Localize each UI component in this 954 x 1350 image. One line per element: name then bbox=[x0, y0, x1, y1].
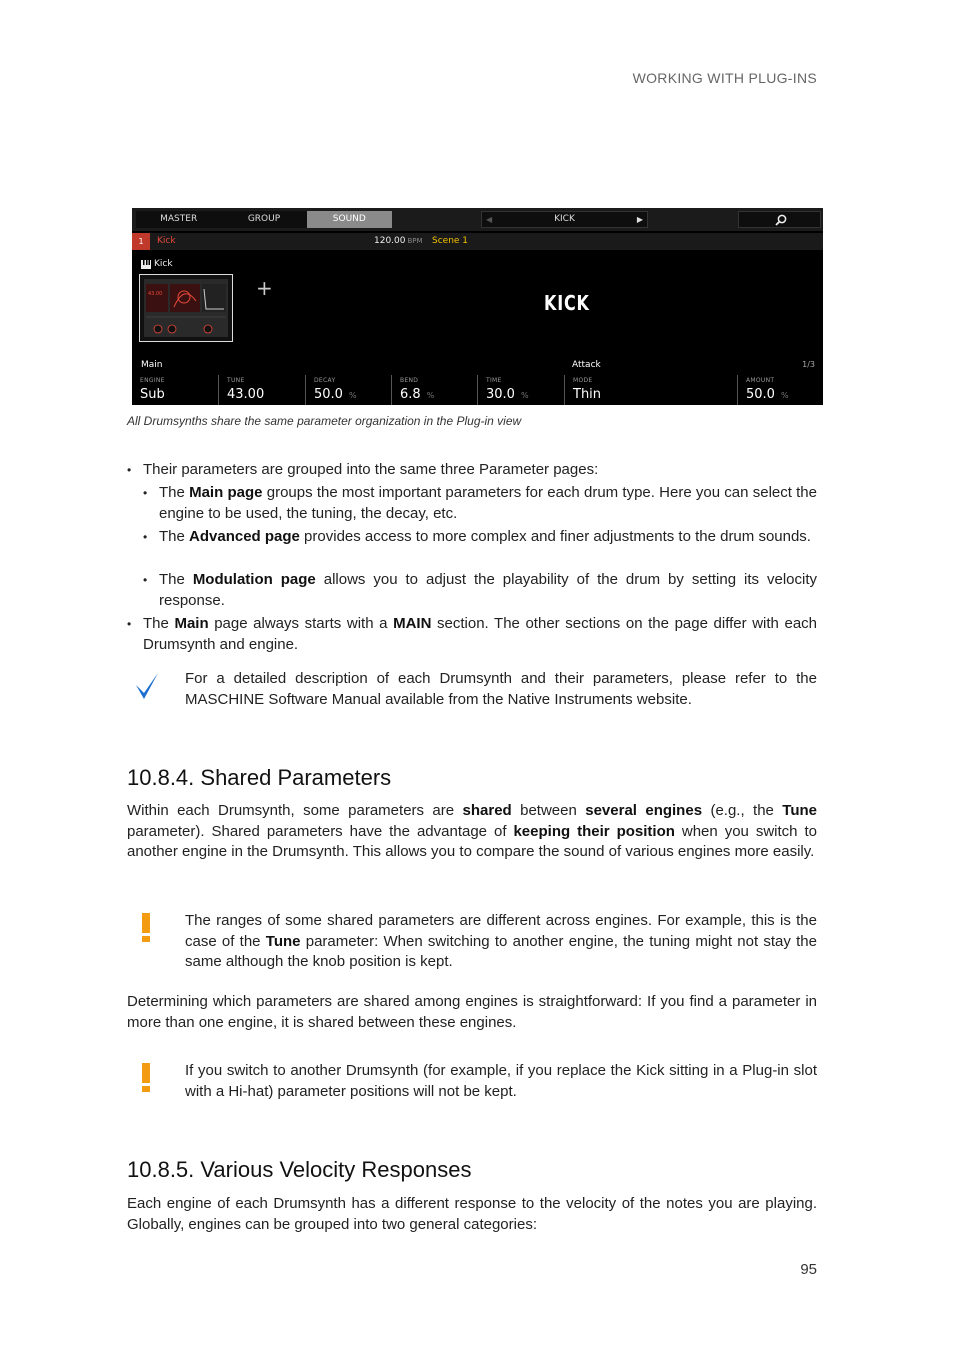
param-tune[interactable] bbox=[218, 375, 305, 405]
param-label: TUNE bbox=[227, 377, 245, 384]
plugin-name: Kick bbox=[154, 259, 173, 269]
plugin-view-screenshot bbox=[132, 208, 823, 405]
bullet: • bbox=[127, 463, 132, 477]
warning-icon bbox=[140, 1063, 152, 1093]
preset-name: KICK bbox=[554, 214, 575, 224]
slot-name[interactable]: Kick bbox=[157, 236, 176, 246]
list-item: The Main page always starts with a MAIN section. The other sections on the page differ with each Drumsynth and engine. bbox=[143, 615, 818, 653]
list-item: The Modulation page allows you to adjust the playability of the drum by setting its velocity response. bbox=[159, 571, 817, 609]
preset-selector[interactable] bbox=[481, 211, 648, 228]
page-number: 95 bbox=[800, 1261, 817, 1278]
param-label: BEND bbox=[400, 377, 419, 384]
plugin-header bbox=[141, 259, 173, 269]
tab-group bbox=[136, 211, 392, 228]
param-label: ENGINE bbox=[140, 377, 165, 384]
section-heading: 10.8.4. Shared Parameters bbox=[127, 765, 392, 790]
bullet: • bbox=[143, 486, 148, 500]
plugin-thumbnail[interactable] bbox=[139, 274, 233, 342]
param-value: 50.0 % bbox=[746, 387, 789, 402]
running-header: WORKING WITH PLUG-INS bbox=[632, 70, 817, 86]
piano-icon bbox=[141, 260, 151, 269]
figure-caption: All Drumsynths share the same parameter organization in the Plug-in view bbox=[127, 414, 522, 428]
param-value: Sub bbox=[140, 387, 165, 402]
search-button[interactable] bbox=[738, 211, 821, 228]
warning-icon bbox=[140, 913, 152, 943]
tab-sound[interactable]: SOUND bbox=[307, 211, 392, 228]
param-time[interactable] bbox=[477, 375, 564, 405]
bullet: • bbox=[143, 573, 148, 587]
param-amount[interactable] bbox=[737, 375, 823, 405]
section-main-label: Main bbox=[141, 360, 163, 370]
param-mode[interactable] bbox=[564, 375, 737, 405]
section-heading: 10.8.5. Various Velocity Responses bbox=[127, 1157, 472, 1182]
paragraph: Determining which parameters are shared among engines is straightforward: If you find a parameter in more than one engine, it is shared between these engines. bbox=[127, 993, 817, 1031]
plugin-title: KICK bbox=[544, 291, 590, 315]
param-label: TIME bbox=[486, 377, 502, 384]
note-text: For a detailed description of each Drumsynth and their parameters, please refer to the MASCHINE Software Manual available from the Native Instruments website. bbox=[185, 670, 817, 708]
top-bar bbox=[132, 208, 823, 231]
tab-master[interactable]: MASTER bbox=[160, 214, 198, 224]
checkmark-icon bbox=[134, 671, 160, 701]
tempo-display bbox=[374, 233, 423, 250]
tempo-value: 120.00 bbox=[374, 236, 406, 246]
param-bend[interactable] bbox=[391, 375, 478, 405]
param-value: 50.0 % bbox=[314, 387, 357, 402]
param-label: AMOUNT bbox=[746, 377, 775, 384]
list-item: The Advanced page provides access to more complex and finer adjustments to the drum sounds. bbox=[159, 528, 811, 545]
prev-arrow-icon[interactable]: ◀ bbox=[486, 215, 493, 224]
plugin-thumbnail-image bbox=[144, 279, 228, 337]
param-value: 6.8 % bbox=[400, 387, 435, 402]
list-item: Their parameters are grouped into the same three Parameter pages: bbox=[143, 461, 599, 478]
warning-text: The ranges of some shared parameters are different across engines. For example, this is the case of the Tune parameter: When switching to another engine, the tuning might not stay the same although the knob position is kept. bbox=[185, 912, 817, 970]
search-icon bbox=[775, 214, 787, 226]
tab-group-tab[interactable]: GROUP bbox=[247, 214, 281, 224]
param-value: 30.0 % bbox=[486, 387, 529, 402]
param-value: Thin bbox=[573, 387, 602, 402]
scene-name[interactable]: Scene 1 bbox=[432, 236, 469, 246]
warning-text: If you switch to another Drumsynth (for example, if you replace the Kick sitting in a Plug-in slot with a Hi-hat) parameter positions will not be kept. bbox=[185, 1062, 817, 1100]
info-bar bbox=[132, 233, 823, 250]
param-label: DECAY bbox=[314, 377, 336, 384]
section-attack-label: Attack bbox=[572, 360, 601, 370]
add-plugin-icon[interactable]: + bbox=[256, 276, 273, 300]
next-arrow-icon[interactable]: ▶ bbox=[636, 215, 643, 224]
param-label: MODE bbox=[573, 377, 593, 384]
parameter-page-count: 1/3 bbox=[802, 360, 815, 369]
bullet: • bbox=[143, 530, 148, 544]
bullet: • bbox=[127, 617, 132, 631]
param-value: 43.00 bbox=[227, 387, 265, 402]
param-engine[interactable] bbox=[132, 375, 218, 405]
thumb-value: 43.00 bbox=[148, 291, 163, 297]
list-item: The Main page groups the most important parameters for each drum type. Here you can select the engine to be used, the tuning, the decay, etc. bbox=[159, 484, 817, 522]
paragraph: Each engine of each Drumsynth has a different response to the velocity of the notes you are playing. Globally, engines can be grouped into two general categories: bbox=[127, 1195, 817, 1233]
slot-number: 1 bbox=[132, 233, 150, 250]
param-decay[interactable] bbox=[305, 375, 392, 405]
tempo-unit: BPM bbox=[407, 237, 423, 245]
paragraph: Within each Drumsynth, some parameters are shared between several engines (e.g., the Tune parameter). Shared parameters have the advantage of keeping their position when you switch to another engine in the Drumsynth. This allows you to compare the sound of various engines more easily. bbox=[127, 802, 817, 860]
